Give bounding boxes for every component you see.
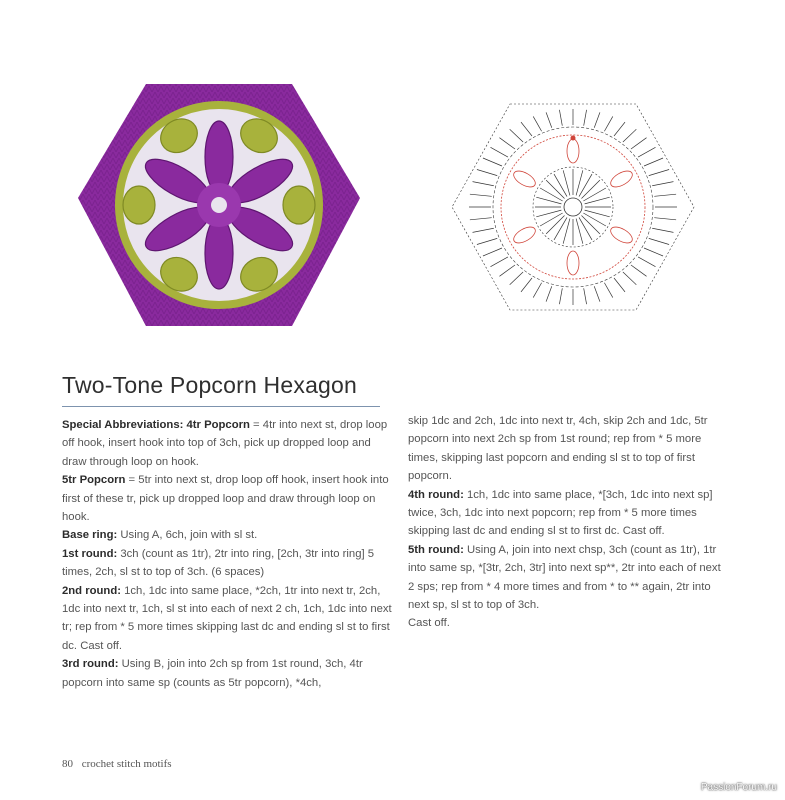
stitch-chart-diagram	[448, 96, 698, 318]
instruction-paragraph: 2nd round: 1ch, 1dc into same place, *2ch, 1tr into next tr, 2ch, 1dc into next tr, 1ch, sl st into each of next 2 ch, 1ch, 1dc into next tr; rep from * 5 more times skipping last dc and ending sl st to first dc. Cast off.	[62, 584, 392, 652]
instruction-paragraph: Cast off.	[408, 617, 450, 630]
instruction-paragraph: Special Abbreviations: 4tr Popcorn = 4tr into next st, drop loop off hook, insert hook into top of 3ch, pick up dropped loop and draw through loop on hook.	[62, 419, 388, 468]
instructions-right-column	[408, 412, 730, 633]
watermark: PassionForum.ru	[700, 782, 777, 793]
page-footer	[62, 758, 172, 770]
title-rule	[62, 406, 380, 407]
hexagon-motif-photo	[74, 80, 364, 330]
instruction-paragraph: 1st round: 3ch (count as 1tr), 2tr into ring, [2ch, 3tr into ring] 5 times, 2ch, sl st to top of 3ch. (6 spaces)	[62, 547, 375, 579]
page-number: 80	[62, 758, 73, 770]
instruction-paragraph: 5tr Popcorn = 5tr into next st, drop loop off hook, insert hook into first of these tr, pick up dropped loop and draw through loop on hook.	[62, 474, 389, 524]
page-title: Two-Tone Popcorn Hexagon	[62, 372, 358, 398]
instruction-paragraph: Base ring: Using A, 6ch, join with sl st.	[62, 529, 258, 542]
instruction-paragraph: 3rd round: Using B, join into 2ch sp from 1st round, 3ch, 4tr popcorn into same sp (counts as 5tr popcorn), *4ch,	[62, 658, 363, 689]
instructions-left-column	[62, 416, 392, 692]
section-name: crochet stitch motifs	[81, 758, 172, 770]
instruction-paragraph: 4th round: 1ch, 1dc into same place, *[3ch, 1dc into next sp] twice, 3ch, 1dc into next popcorn; rep from * 5 more times skipping last dc and ending sl st to first dc. Cast off.	[408, 488, 713, 538]
instruction-paragraph: 5th round: Using A, join into next chsp, 3ch (count as 1tr), 1tr into same sp, *[3tr, 2ch, 3tr] into next sp**, 2tr into each of next 2 sps; rep from * 4 more times and from * to ** again, 2tr into next sp, sl st to top of 3ch.	[408, 543, 721, 612]
instruction-paragraph: skip 1dc and 2ch, 1dc into next tr, 4ch, skip 2ch and 1dc, 5tr popcorn into next 2ch sp from 1st round; rep from * 5 more times, skipping last popcorn and ending sl st to top of first popcorn.	[408, 415, 708, 483]
